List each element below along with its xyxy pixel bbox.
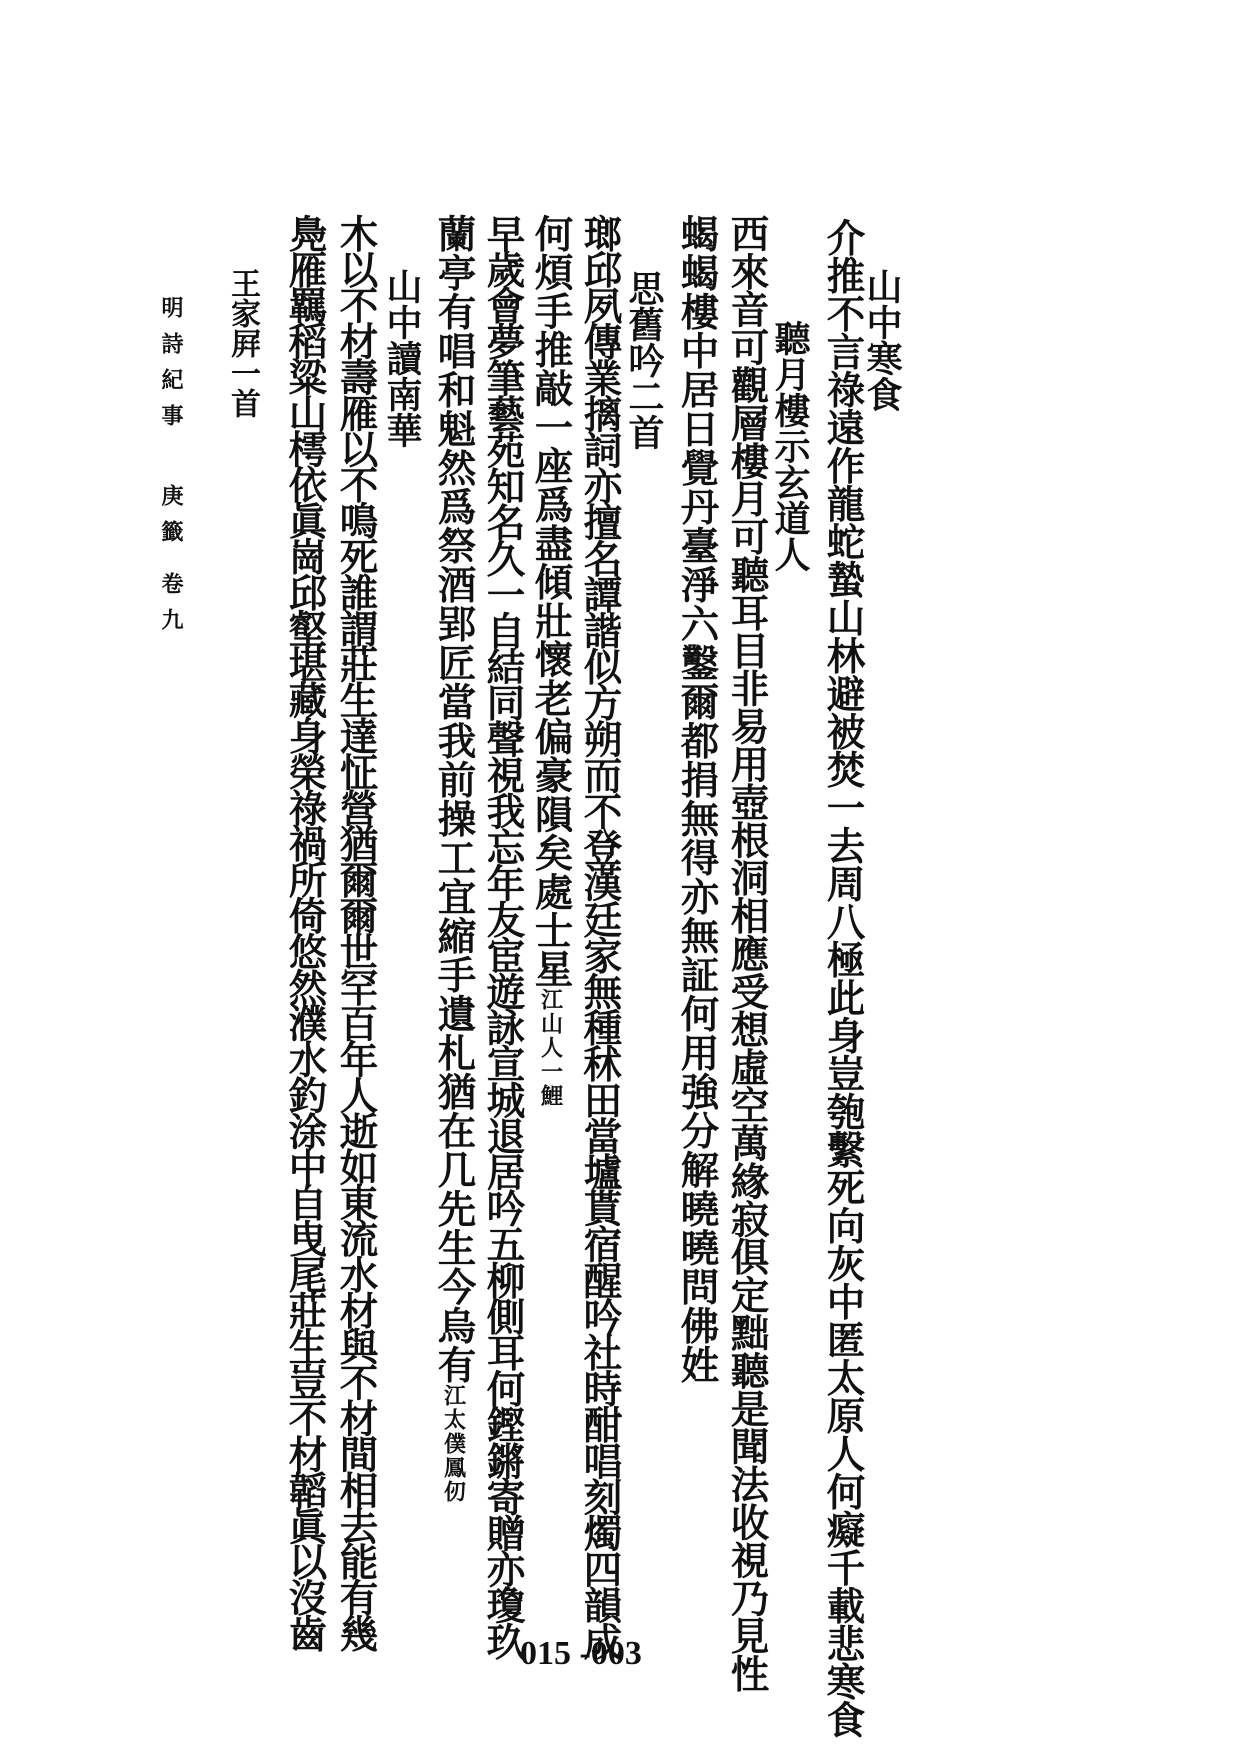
poem-line: 蝎蝎樓中居日覺丹臺淨六鑿爾都捐無得亦無証何用強分解曉曉問佛姓 xyxy=(674,214,720,1384)
poem-title-sijiu-yin: 思舊吟二首 xyxy=(623,270,665,450)
poem-line: 西來音可觀層樓月可聽耳目非易用壺根洞相應受想虛空萬緣寂俱定黜聽是聞法收視乃見性 xyxy=(724,214,770,1693)
section-label: 庚籤 xyxy=(158,484,184,556)
poem-title-shanzhong-du-nanhua: 山中讀南華 xyxy=(381,268,423,448)
poem-line xyxy=(431,214,477,1504)
poem-title-shanzhong-hanshi: 山中寒食 xyxy=(861,268,903,412)
book-title: 明詩紀事 xyxy=(158,296,184,440)
volume-label: 卷九 xyxy=(158,572,184,644)
poem-line: 介推不言祿遠作龍蛇蟄山林避被焚一去周八極此身豈匏繫死向灰中匿太原人何癡千載悲寒食 xyxy=(820,218,866,1738)
poem-line xyxy=(528,214,574,1108)
poem-annotation: 江太僕鳳仞 xyxy=(440,1384,467,1504)
poem-line: 早歲會夢筆藝苑知名久一自結同聲視我忘年友宦遊詠宣城退居吟五柳側耳何鏗鏘寄贈亦瓊玖 xyxy=(480,214,526,1659)
margin-header xyxy=(160,296,182,644)
poem-title-tingyue-lou: 聽月樓示玄道人 xyxy=(769,320,811,572)
author-heading-wang-jiaping: 王家屛一首 xyxy=(225,268,260,418)
poem-line: 木以不材壽雁以不鳴死誰謂莊生達怔營猶爾爾世罕百年人逝如東流水材與不材間相去能有幾 xyxy=(333,214,379,1651)
poem-line: 瑯邱夙傳業摛詞亦擅名譚諧似方朔而不登漢廷家無種秫田當壚貰宿醒吟社時酣唱刻燭四韻成 xyxy=(577,214,623,1659)
poem-line: 鳧雁羈稻粱山樗依眞崗邱壑堪藏身榮祿禍所倚悠然濮水釣涂中自曳尾莊生豈不材韜眞以沒齒 xyxy=(282,214,328,1651)
poem-line-main: 何煩手推敲一座爲盡傾壯懷老偏豪隕矣處士星 xyxy=(528,214,574,988)
poem-annotation: 江山人一鯉 xyxy=(537,988,564,1108)
poem-line-main: 蘭亭有唱和魁然爲祭酒郢匠當我前操工宜縮手遺札猶在几先生今烏有 xyxy=(431,214,477,1384)
page-code: 015 -003 xyxy=(520,1635,642,1672)
